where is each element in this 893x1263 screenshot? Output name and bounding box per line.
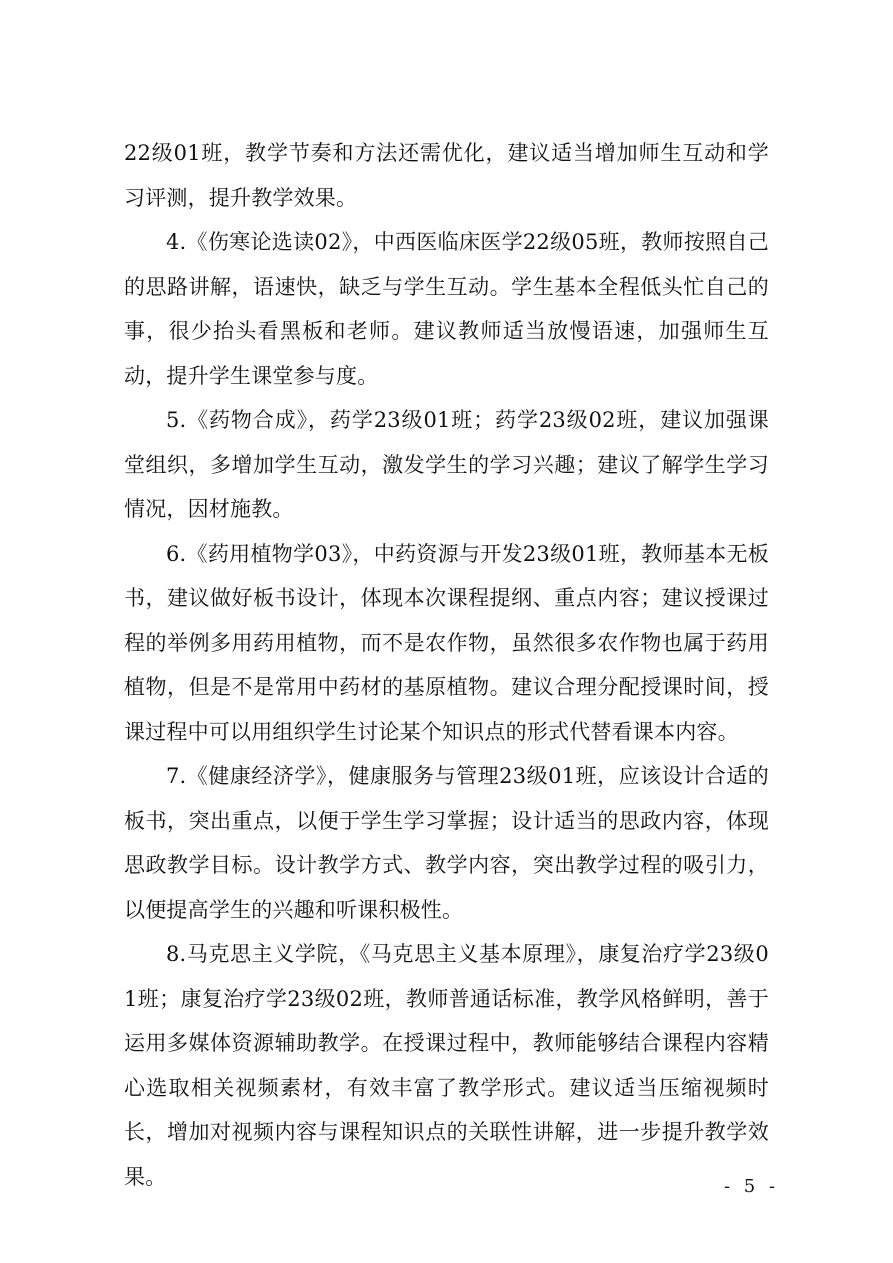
paragraph-item-5: 5.《药物合成》，药学23级01班；药学23级02班，建议加强课堂组织，多增加学生互动，激发学生的学习兴趣；建议了解学生学习情况，因材施教。 xyxy=(124,408,769,521)
paragraph-item-8: 8.马克思主义学院，《马克思主义基本原理》，康复治疗学23级01班；康复治疗学23级02班，教师普通话标准，教学风格鲜明，善于运用多媒体资源辅助教学。在授课过程中，教师能够结合课程内容精心选取相关视频素材，有效丰富了教学形式。建议适当压缩视频时长，增加对视频内容与课程知识点的关联性讲解，进一步提升教学效果。 xyxy=(124,942,769,1189)
paragraph-item-6: 6.《药用植物学03》，中药资源与开发23级01班，教师基本无板书，建议做好板书设计，体现本次课程提纲、重点内容；建议授课过程的举例多用药用植物，而不是农作物，虽然很多农作物也属于药用植物，但是不是常用中药材的基原植物。建议合理分配授课时间，授课过程中可以用组织学生讨论某个知识点的形式代替看课本内容。 xyxy=(124,541,769,744)
paragraph-item-7: 7.《健康经济学》，健康服务与管理23级01班，应该设计合适的板书，突出重点，以便于学生学习掌握；设计适当的思政内容，体现思政教学目标。设计教学方式、教学内容，突出教学过程的吸引力，以便提高学生的兴趣和听课积极性。 xyxy=(124,764,769,922)
paragraph-continuation: 22级01班，教学节奏和方法还需优化，建议适当增加师生互动和学习评测，提升教学效果。 xyxy=(124,141,769,210)
document-body xyxy=(124,131,769,1199)
page-number: - 5 - xyxy=(724,1176,780,1197)
paragraph-item-4: 4.《伤寒论选读02》，中西医临床医学22级05班，教师按照自己的思路讲解，语速快，缺乏与学生互动。学生基本全程低头忙自己的事，很少抬头看黑板和老师。建议教师适当放慢语速，加强师生互动，提升学生课堂参与度。 xyxy=(124,230,769,388)
